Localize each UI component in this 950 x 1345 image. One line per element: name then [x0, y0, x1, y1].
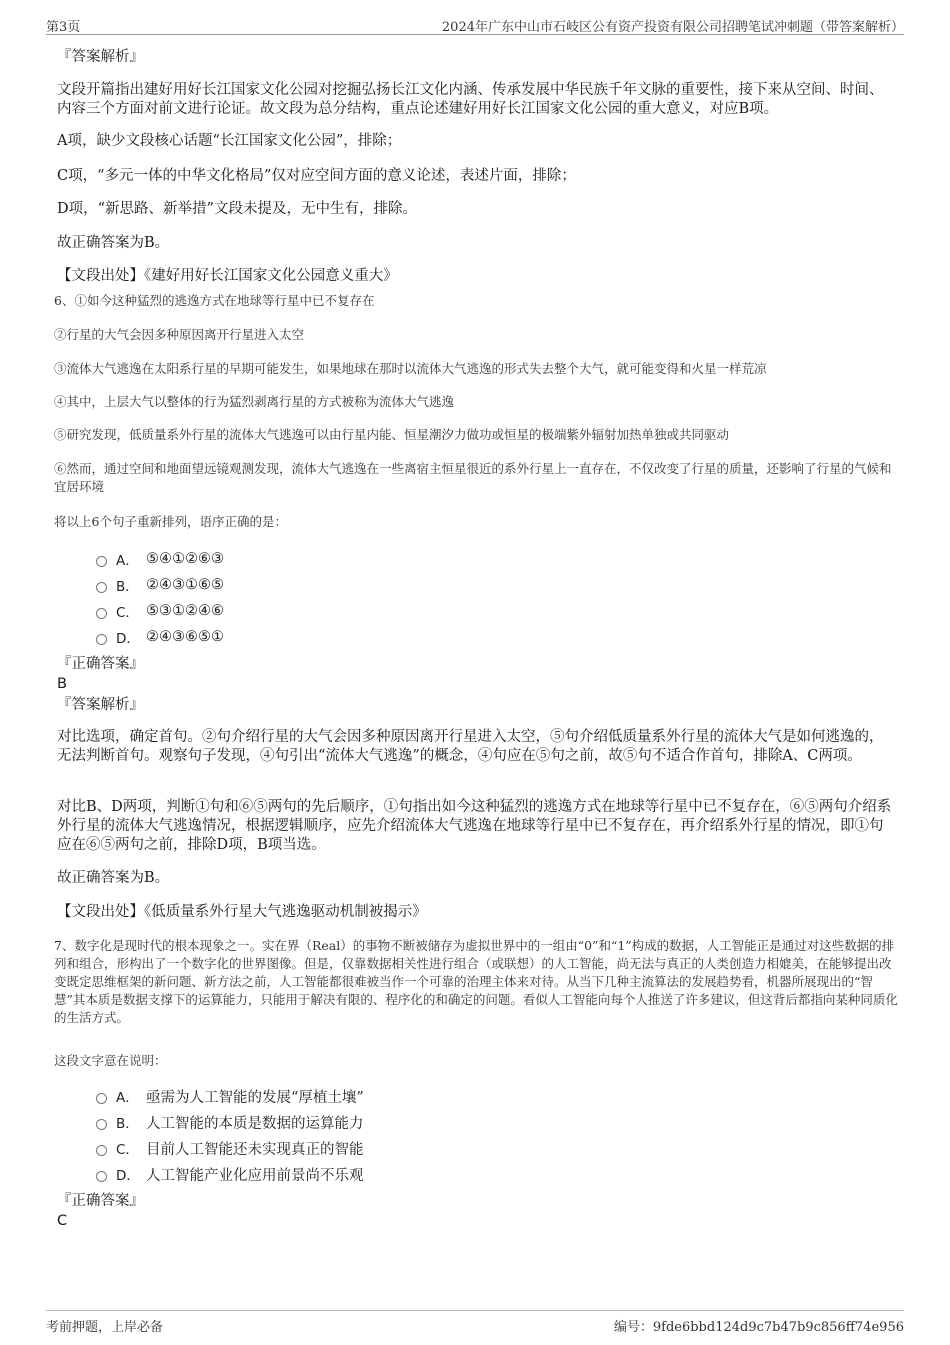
option-letter: A． [116, 1090, 139, 1106]
q7-option-c[interactable] [96, 1138, 364, 1158]
q5-source: 【文段出处】《建好用好长江国家文化公园意义重大》 [57, 268, 398, 284]
q7-correct-label: 『正确答案』 [57, 1193, 144, 1209]
q7-stem: 7、数字化是现时代的根本现象之一。实在界（Real）的事物不断被储存为虚拟世界中的一组由“0”和“1”构成的数据，人工智能正是通过对这些数据的排列和组合，形构出了一个数字化的世界图像。但是，仅靠数据相关性进行组合（或联想）的人工智能，尚无法与真正的人类创造力相媲美，在能够提出改变既定思维框架的新问题、新方法之前，人工智能都很难被当作一个可靠的治理主体来对待。从当下几种主流算法的发展趋势看，机器所展现出的“智慧”其本质是数据支撑下的运算能力，只能用于解决有限的、程序化的和确定的问题。看似人工智能向每个人推送了许多建议，但这背后都指向某种同质化的生活方式。 [54, 938, 898, 1025]
q6-sentence-5: ⑤研究发现，低质量系外行星的流体大气逃逸可以由行星内能、恒星潮汐力做功或恒星的极端紫外辐射加热单独或共同驱动 [54, 427, 730, 442]
q7-prompt: 这段文字意在说明： [54, 1053, 167, 1068]
document-title: 2024年广东中山市石岐区公有资产投资有限公司招聘笔试冲刺题（带答案解析） [441, 20, 904, 35]
q6-sentence-2: ②行星的大气会因多种原因离开行星进入太空 [54, 327, 305, 342]
option-text: 亟需为人工智能的发展“厚植土壤” [146, 1089, 364, 1106]
radio-icon[interactable] [96, 582, 107, 593]
option-letter: D． [116, 1168, 140, 1184]
option-text: ⑤④①②⑥③ [146, 551, 224, 567]
option-letter: B． [116, 1116, 139, 1132]
q6-correct-answer: B [57, 676, 67, 692]
radio-icon[interactable] [96, 608, 107, 619]
page-footer [46, 1310, 904, 1335]
q6-sentence-6: ⑥然而，通过空间和地面望远镜观测发现，流体大气逃逸在一些离宿主恒星很近的系外行星上一直存在，不仅改变了行星的质量，还影响了行星的气候和宜居环境 [54, 461, 892, 494]
q6-sentence-1: 6、①如今这种猛烈的逃逸方式在地球等行星中已不复存在 [54, 293, 375, 308]
q5-analysis-label: 『答案解析』 [57, 49, 144, 65]
option-text: 人工智能的本质是数据的运算能力 [146, 1115, 364, 1132]
q6-analysis-2: 对比B、D两项，判断①句和⑥⑤两句的先后顺序，①句指出如今这种猛烈的逃逸方式在地球等行星中已不复存在，⑥⑤两句介绍系外行星的流体大气逃逸情况，根据逻辑顺序，应先介绍流体大气逃逸在地球等行星中已不复存在，再介绍系外行星的情况，即①句应在⑥⑤两句之前，排除D项，B项当选。 [57, 799, 892, 853]
option-text: 人工智能产业化应用前景尚不乐观 [146, 1167, 364, 1184]
radio-icon[interactable] [96, 1093, 107, 1104]
option-letter: B． [116, 579, 139, 595]
q6-source: 【文段出处】《低质量系外行星大气逃逸驱动机制被揭示》 [57, 904, 427, 920]
document-code: 编号：9fde6bbd124d9c7b47b9c856ff74e956 [613, 1320, 904, 1335]
q5-analysis-paragraph: 文段开篇指出建好用好长江国家文化公园对挖掘弘扬长江文化内涵、传承发展中华民族千年文脉的重要性，接下来从空间、时间、内容三个方面对前文进行论证。故文段为总分结构，重点论述建好用好长江国家文化公园的重大意义，对应B项。 [57, 82, 884, 117]
option-text: ②④③①⑥⑤ [146, 577, 224, 593]
radio-icon[interactable] [96, 1145, 107, 1156]
q6-option-a[interactable] [96, 549, 224, 569]
q5-conclusion: 故正确答案为B。 [57, 235, 170, 251]
q6-conclusion: 故正确答案为B。 [57, 870, 170, 886]
q7-option-d[interactable] [96, 1164, 364, 1184]
option-letter: A． [116, 553, 139, 569]
q6-analysis-label: 『答案解析』 [57, 697, 144, 713]
q5-option-d-analysis: D项，“新思路、新举措”文段未提及，无中生有，排除。 [57, 201, 417, 217]
radio-icon[interactable] [96, 556, 107, 567]
q6-sentence-4: ④其中，上层大气以整体的行为猛烈剥离行星的方式被称为流体大气逃逸 [54, 394, 455, 409]
q6-option-b[interactable] [96, 575, 224, 595]
q5-option-a-analysis: A项，缺少文段核心话题“长江国家文化公园”，排除； [57, 133, 402, 149]
q6-analysis-1: 对比选项，确定首句。②句介绍行星的大气会因多种原因离开行星进入太空，⑤句介绍低质量系外行星的流体大气是如何逃逸的，无法判断首句。观察句子发现，④句引出“流体大气逃逸”的概念，④句应在⑤句之前，故⑤句不适合作首句，排除A、C两项。 [57, 729, 884, 764]
q6-option-d[interactable] [96, 627, 224, 647]
option-letter: C． [116, 605, 139, 621]
q7-correct-answer: C [57, 1213, 68, 1229]
radio-icon[interactable] [96, 1171, 107, 1182]
footer-slogan: 考前押题，上岸必备 [46, 1320, 164, 1335]
option-text: 目前人工智能还未实现真正的智能 [146, 1141, 364, 1158]
q6-sentence-3: ③流体大气逃逸在太阳系行星的早期可能发生，如果地球在那时以流体大气逃逸的形式失去整个大气，就可能变得和火星一样荒凉 [54, 361, 767, 376]
q5-option-c-analysis: C项，“多元一体的中华文化格局”仅对应空间方面的意义论述，表述片面，排除； [57, 168, 576, 184]
radio-icon[interactable] [96, 1119, 107, 1130]
option-text: ⑤③①②④⑥ [146, 603, 224, 619]
q7-option-a[interactable] [96, 1086, 364, 1106]
q6-correct-label: 『正确答案』 [57, 656, 144, 672]
radio-icon[interactable] [96, 634, 107, 645]
q7-option-b[interactable] [96, 1112, 364, 1132]
option-text: ②④③⑥⑤① [146, 629, 224, 645]
page-number: 第3页 [46, 20, 81, 35]
page-header [46, 14, 904, 35]
q6-option-c[interactable] [96, 601, 224, 621]
option-letter: C． [116, 1142, 139, 1158]
option-letter: D． [116, 631, 140, 647]
q6-prompt: 将以上6个句子重新排列，语序正确的是： [54, 514, 287, 529]
